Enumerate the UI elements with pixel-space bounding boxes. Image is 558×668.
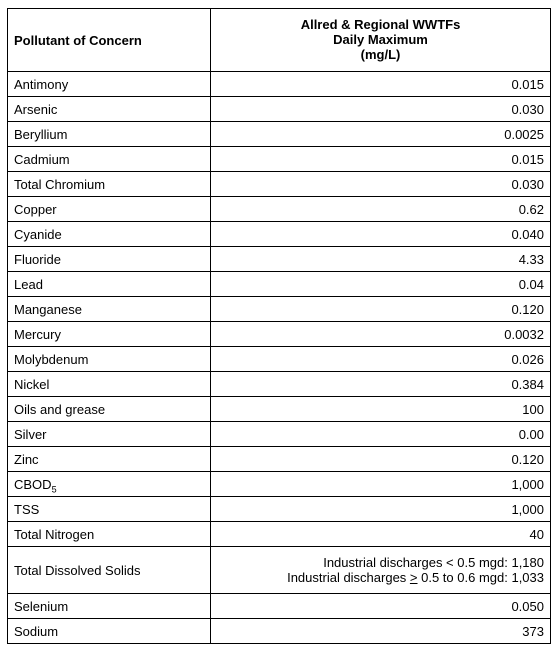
daily-maximum-value (211, 547, 551, 594)
table-row (8, 122, 551, 147)
daily-maximum-value: 0.120 (211, 447, 551, 472)
table-row (8, 347, 551, 372)
daily-maximum-value: 1,000 (211, 497, 551, 522)
daily-maximum-value: 0.026 (211, 347, 551, 372)
pollutant-name (8, 472, 211, 497)
pollutant-limits-table (7, 8, 551, 644)
daily-maximum-value: 0.0025 (211, 122, 551, 147)
table-body (8, 72, 551, 644)
daily-maximum-value: 0.384 (211, 372, 551, 397)
pollutant-name: Manganese (8, 297, 211, 322)
table-row (8, 522, 551, 547)
table-row (8, 247, 551, 272)
header-line: Daily Maximum (333, 31, 428, 47)
daily-maximum-value: 0.015 (211, 72, 551, 97)
table-row (8, 447, 551, 472)
daily-maximum-value: 100 (211, 397, 551, 422)
pollutant-name: Total Dissolved Solids (8, 547, 211, 594)
pollutant-name: Molybdenum (8, 347, 211, 372)
table-row (8, 322, 551, 347)
daily-maximum-value: 0.050 (211, 594, 551, 619)
pollutant-name: Nickel (8, 372, 211, 397)
pollutant-name: Sodium (8, 619, 211, 644)
table-row (8, 422, 551, 447)
table-row (8, 372, 551, 397)
header-daily-maximum (211, 9, 551, 72)
tds-limit-text: Industrial discharges (287, 570, 410, 585)
pollutant-name: Fluoride (8, 247, 211, 272)
pollutant-name: Antimony (8, 72, 211, 97)
pollutant-name-subscript: 5 (51, 484, 57, 495)
pollutant-name: Total Nitrogen (8, 522, 211, 547)
daily-maximum-value: 0.120 (211, 297, 551, 322)
table-row (8, 97, 551, 122)
table-row (8, 297, 551, 322)
tds-limit-line (217, 555, 544, 570)
table-row (8, 72, 551, 97)
table-row (8, 547, 551, 594)
header-pollutant-of-concern: Pollutant of Concern (8, 9, 211, 72)
pollutant-name: Arsenic (8, 97, 211, 122)
pollutant-name: Mercury (8, 322, 211, 347)
top-margin (0, 0, 558, 8)
header-line: (mg/L) (360, 46, 401, 62)
pollutant-name: Cadmium (8, 147, 211, 172)
table-row (8, 147, 551, 172)
table-row (8, 397, 551, 422)
table-row (8, 222, 551, 247)
daily-maximum-value: 0.030 (211, 172, 551, 197)
tds-limit-text: 0.5 to 0.6 mgd: 1,033 (417, 570, 544, 585)
pollutant-name: Cyanide (8, 222, 211, 247)
daily-maximum-value: 0.62 (211, 197, 551, 222)
daily-maximum-value: 0.04 (211, 272, 551, 297)
pollutant-name: Oils and grease (8, 397, 211, 422)
table-row (8, 172, 551, 197)
pollutant-name: Copper (8, 197, 211, 222)
daily-maximum-value: 0.0032 (211, 322, 551, 347)
daily-maximum-value: 0.030 (211, 97, 551, 122)
pollutant-name: Silver (8, 422, 211, 447)
table-row (8, 472, 551, 497)
daily-maximum-value: 373 (211, 619, 551, 644)
tds-limit-symbol: > (409, 570, 418, 585)
pollutant-name: Total Chromium (8, 172, 211, 197)
table-row (8, 272, 551, 297)
daily-maximum-value: 40 (211, 522, 551, 547)
table-row (8, 594, 551, 619)
daily-maximum-value: 1,000 (211, 472, 551, 497)
pollutant-name: Zinc (8, 447, 211, 472)
daily-maximum-value: 0.015 (211, 147, 551, 172)
pollutant-name: Selenium (8, 594, 211, 619)
pollutant-name-text: CBOD (14, 476, 52, 492)
table-header-row (8, 9, 551, 72)
tds-limit-text: Industrial discharges < 0.5 mgd: 1,180 (323, 555, 544, 570)
header-line: Allred & Regional WWTFs (300, 16, 461, 32)
table-row (8, 197, 551, 222)
daily-maximum-value: 4.33 (211, 247, 551, 272)
pollutant-name: Lead (8, 272, 211, 297)
daily-maximum-value: 0.00 (211, 422, 551, 447)
pollutant-name: Beryllium (8, 122, 211, 147)
tds-limit-line (217, 570, 544, 585)
daily-maximum-value: 0.040 (211, 222, 551, 247)
table-row (8, 497, 551, 522)
table-row (8, 619, 551, 644)
pollutant-name: TSS (8, 497, 211, 522)
